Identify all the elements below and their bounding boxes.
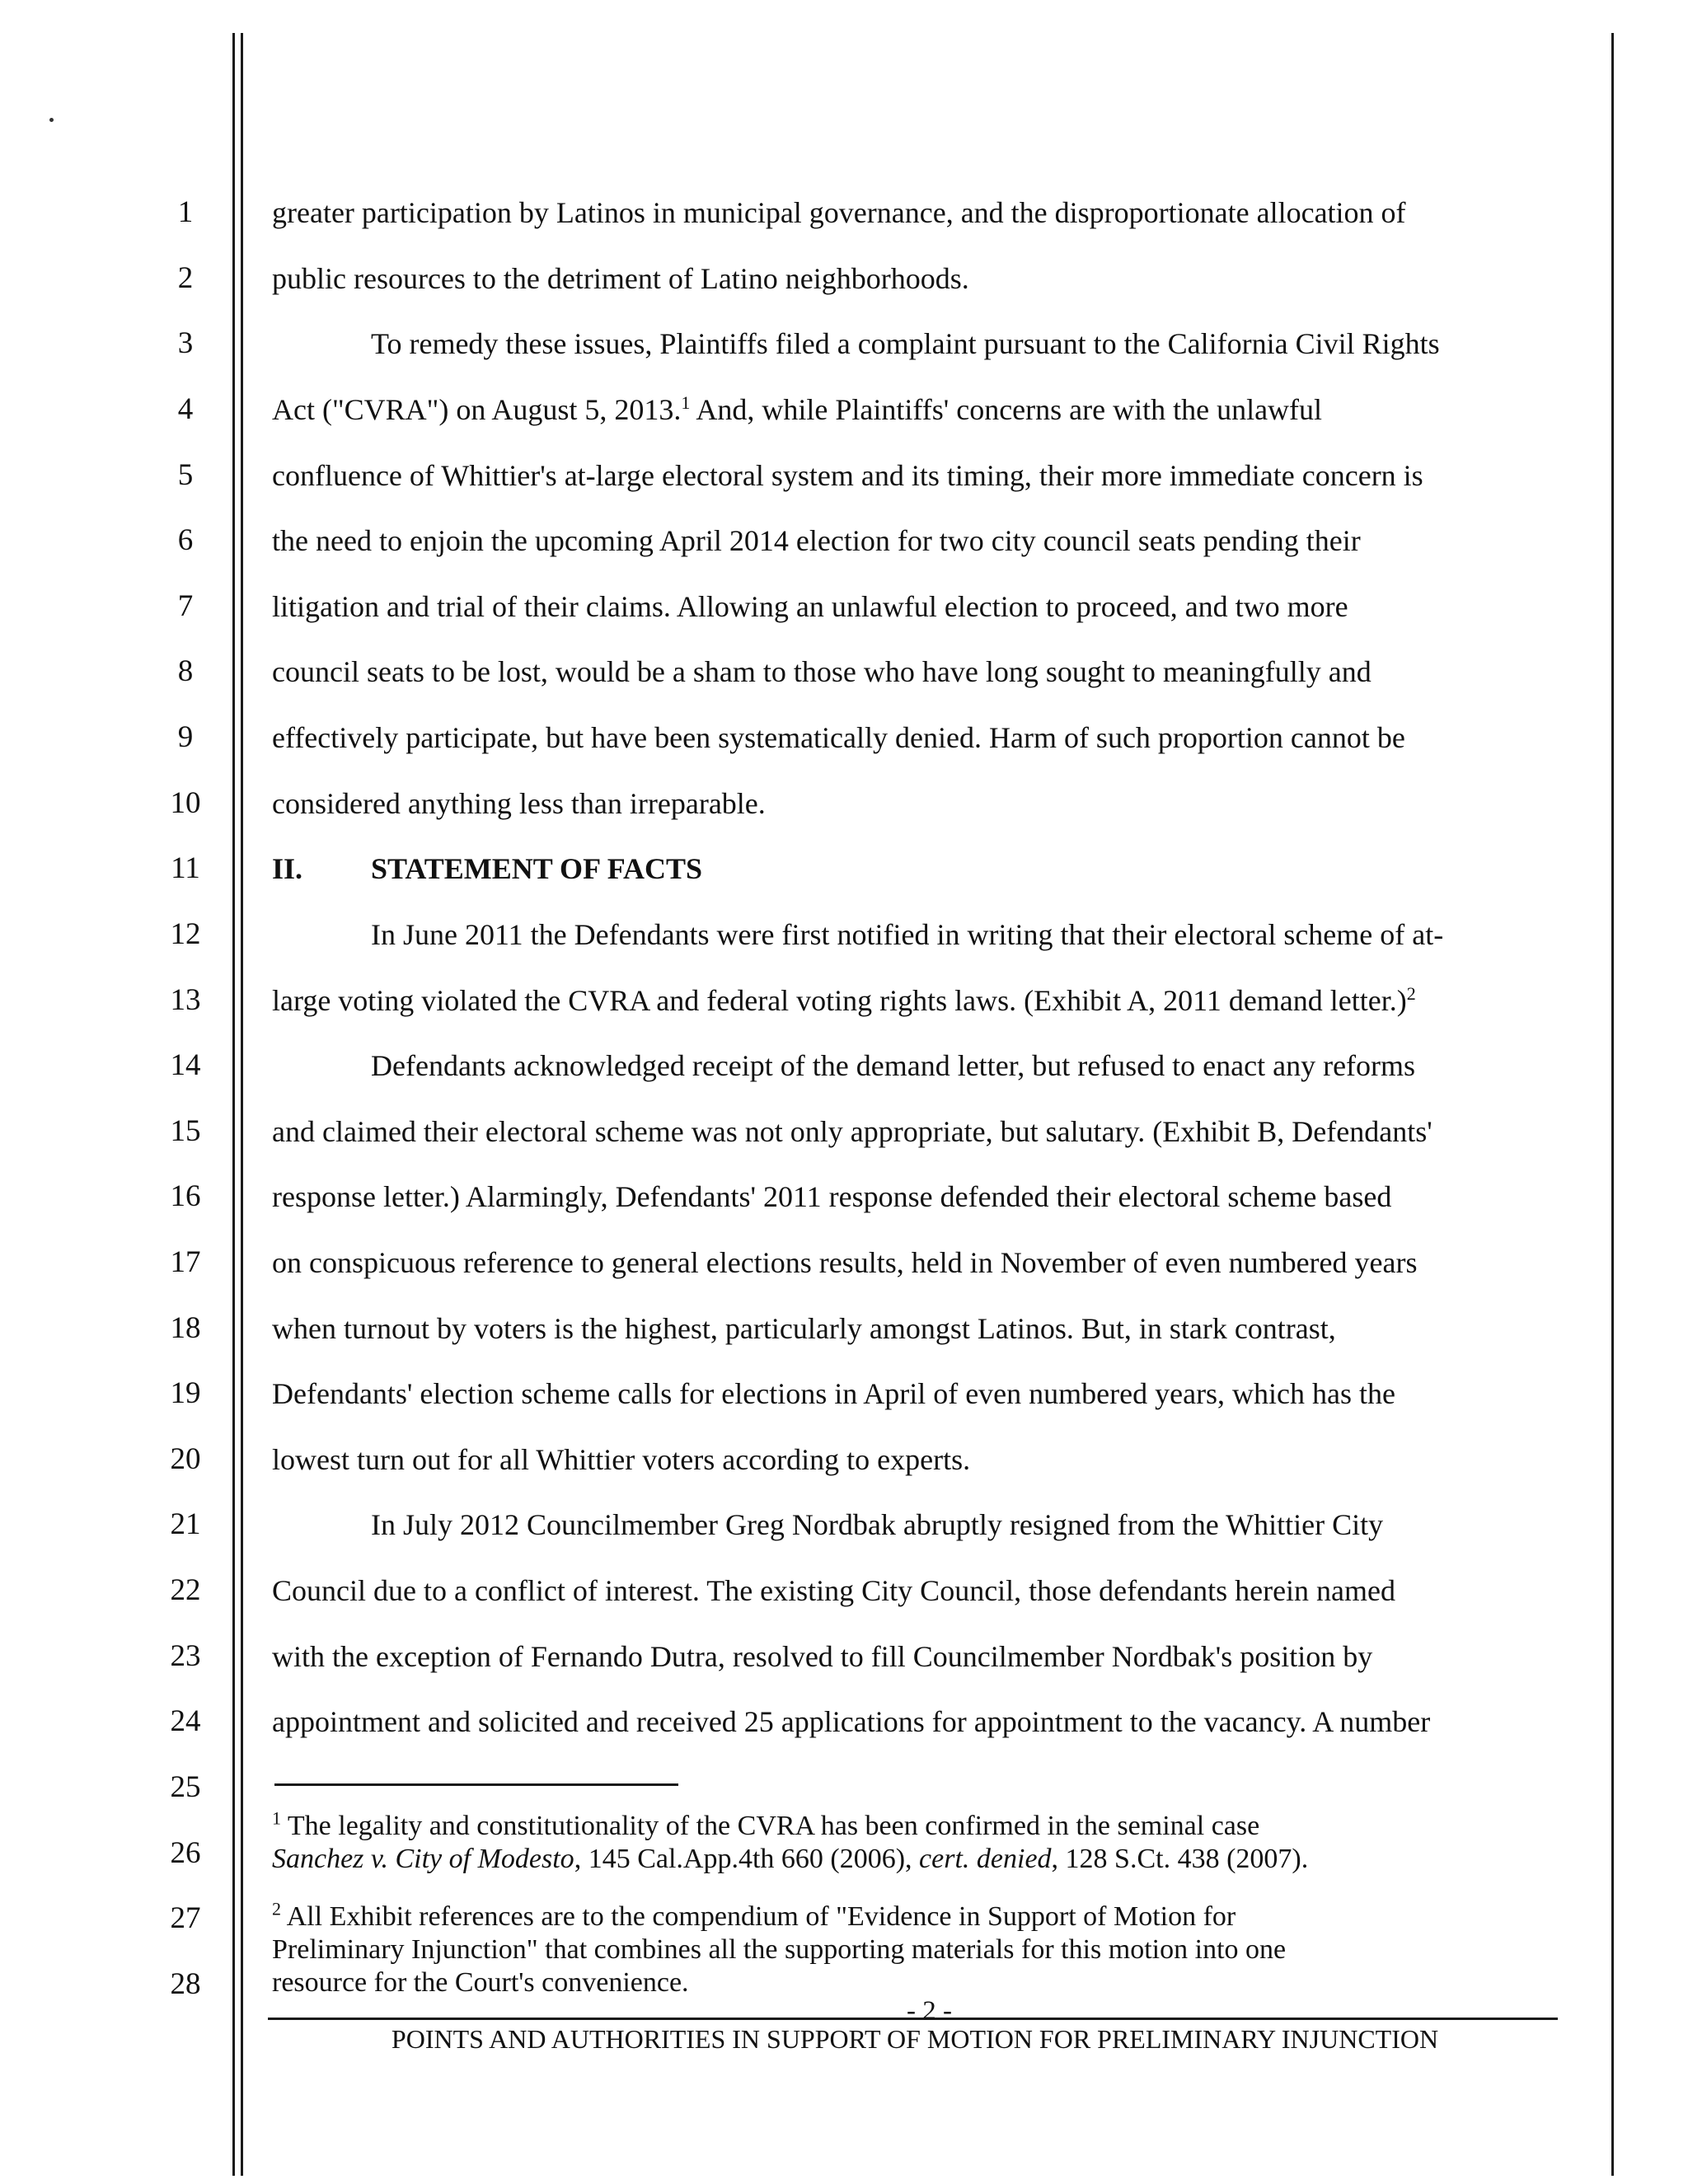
- body-line: In July 2012 Councilmember Greg Nordbak abruptly resigned from the Whittier City: [371, 1508, 1384, 1541]
- line-number: 5: [177, 458, 194, 492]
- body-line: [272, 982, 1416, 1019]
- line-number: 28: [170, 1967, 201, 2001]
- line-number: 10: [170, 786, 201, 820]
- line-number: 1: [177, 195, 194, 229]
- line-number: 2: [177, 261, 194, 295]
- line-number: 11: [171, 851, 200, 885]
- line-number: 27: [170, 1901, 201, 1935]
- line-number: 9: [177, 720, 194, 754]
- line-number: 20: [170, 1442, 201, 1476]
- footnote-ref-1: 1: [681, 392, 691, 413]
- body-line: and claimed their electoral scheme was not only appropriate, but salutary. (Exhibit B, Defendants': [272, 1115, 1432, 1148]
- line-number: 23: [170, 1639, 201, 1673]
- case-name: Sanchez v. City of Modesto: [272, 1844, 574, 1874]
- body-line: effectively participate, but have been systematically denied. Harm of such proportion cannot be: [272, 721, 1405, 754]
- body-line: when turnout by voters is the highest, particularly amongst Latinos. But, in stark contrast,: [272, 1312, 1336, 1345]
- body-line: litigation and trial of their claims. Allowing an unlawful election to proceed, and two more: [272, 590, 1348, 623]
- footnote-2: [272, 1900, 1558, 1999]
- footnote-italic: cert. denied: [919, 1844, 1052, 1874]
- section-heading: [272, 851, 702, 887]
- body-line: response letter.) Alarmingly, Defendants' 2011 response defended their electoral scheme based: [272, 1180, 1392, 1213]
- line-number: 24: [170, 1704, 201, 1738]
- body-line: appointment and solicited and received 25 applications for appointment to the vacancy. A number: [272, 1705, 1431, 1738]
- footnote-text: The legality and constitutionality of the CVRA has been confirmed in the seminal case: [281, 1811, 1260, 1841]
- body-line: council seats to be lost, would be a sham to those who have long sought to meaningfully and: [272, 655, 1372, 688]
- line-number: 25: [170, 1770, 201, 1804]
- body-line: Defendants' election scheme calls for elections in April of even numbered years, which has the: [272, 1377, 1396, 1410]
- line-number: 22: [170, 1573, 201, 1607]
- right-margin-rule: [1611, 33, 1614, 2176]
- line-number: 16: [170, 1179, 201, 1213]
- footnote-text: resource for the Court's convenience.: [272, 1967, 689, 1998]
- section-title: STATEMENT OF FACTS: [371, 852, 703, 885]
- footnote-text: , 128 S.Ct. 438 (2007).: [1051, 1844, 1309, 1874]
- line-number: 14: [170, 1048, 201, 1082]
- body-line: In June 2011 the Defendants were first notified in writing that their electoral scheme of at-: [371, 918, 1444, 951]
- body-line: confluence of Whittier's at-large electoral system and its timing, their more immediate concern is: [272, 459, 1423, 492]
- footnote-text: Preliminary Injunction" that combines all the supporting materials for this motion into one: [272, 1934, 1287, 1965]
- body-line: the need to enjoin the upcoming April 2014 election for two city council seats pending their: [272, 524, 1361, 557]
- page-number: - 2 -: [907, 1996, 952, 2026]
- body-line: greater participation by Latinos in municipal governance, and the disproportionate allocation of: [272, 196, 1406, 229]
- line-number: 7: [177, 589, 194, 623]
- line-number: 4: [177, 392, 194, 426]
- line-number: 19: [170, 1376, 201, 1410]
- footnote-ref-2: 2: [1406, 983, 1416, 1004]
- line-number: 26: [170, 1836, 201, 1870]
- line-number: 17: [170, 1245, 201, 1279]
- line-number: 12: [170, 917, 201, 951]
- footnote-text: , 145 Cal.App.4th 660 (2006),: [574, 1844, 920, 1874]
- body-line: [272, 391, 1322, 428]
- line-number: 15: [170, 1114, 201, 1148]
- footnote-separator: [274, 1783, 678, 1786]
- footnote-text: All Exhibit references are to the compendium of "Evidence in Support of Motion for: [281, 1901, 1236, 1932]
- section-number: II.: [272, 852, 303, 885]
- body-text-span: large voting violated the CVRA and federal voting rights laws. (Exhibit A, 2011 demand letter.): [272, 984, 1407, 1017]
- line-number: 18: [170, 1311, 201, 1345]
- footnote-marker: 2: [272, 1898, 281, 1919]
- scan-speck: [49, 118, 54, 122]
- footnote-marker: 1: [272, 1807, 281, 1829]
- body-line: on conspicuous reference to general elections results, held in November of even numbered years: [272, 1246, 1418, 1279]
- line-number: 8: [177, 654, 194, 688]
- footer-title: POINTS AND AUTHORITIES IN SUPPORT OF MOTION FOR PRELIMINARY INJUNCTION: [391, 2024, 1439, 2054]
- body-line: considered anything less than irreparable.: [272, 787, 766, 820]
- body-text-span: And, while Plaintiffs' concerns are with the unlawful: [690, 393, 1323, 426]
- left-margin-rule-inner: [241, 33, 243, 2176]
- body-line: To remedy these issues, Plaintiffs filed a complaint pursuant to the California Civil Rights: [371, 327, 1440, 360]
- body-line: Defendants acknowledged receipt of the demand letter, but refused to enact any reforms: [371, 1049, 1416, 1082]
- body-line: Council due to a conflict of interest. The existing City Council, those defendants herein named: [272, 1574, 1396, 1607]
- body-text-span: Act ("CVRA") on August 5, 2013.: [272, 393, 682, 426]
- line-number: 21: [170, 1507, 201, 1541]
- footnote-1: [272, 1807, 1558, 1876]
- line-number: 6: [177, 523, 194, 557]
- body-line: lowest turn out for all Whittier voters according to experts.: [272, 1443, 971, 1476]
- body-line: with the exception of Fernando Dutra, resolved to fill Councilmember Nordbak's position by: [272, 1640, 1373, 1673]
- body-line: public resources to the detriment of Latino neighborhoods.: [272, 262, 969, 295]
- line-number: 13: [170, 983, 201, 1017]
- line-number: 3: [177, 326, 194, 360]
- left-margin-rule-outer: [232, 33, 235, 2176]
